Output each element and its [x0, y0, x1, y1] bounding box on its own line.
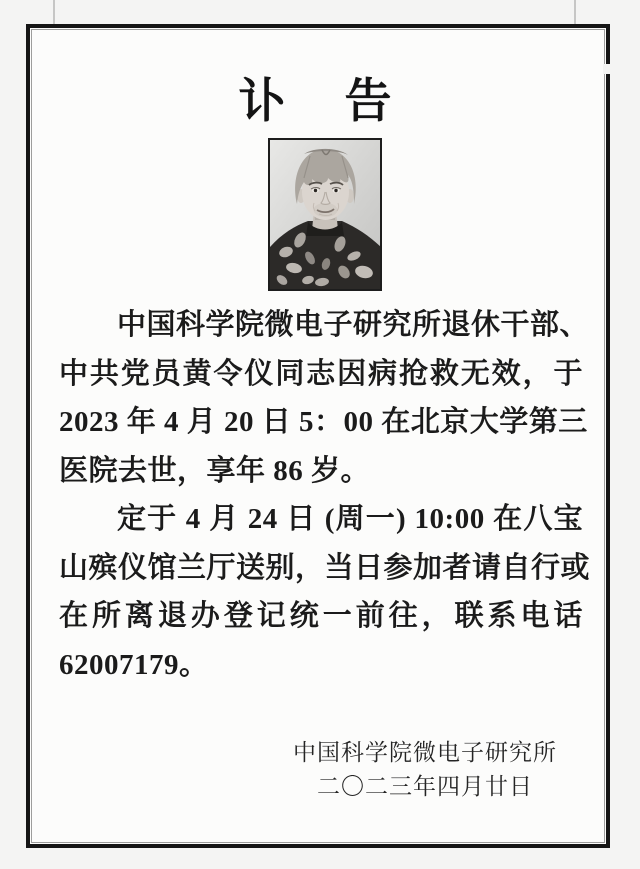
- paragraph2-line4: 62007179。: [59, 648, 209, 681]
- paragraph1-line1: 中国科学院微电子研究所退休干部、: [117, 309, 590, 341]
- paragraph2-line2: 山殡仪馆兰厅送别，当日参加者请自行或: [59, 551, 591, 584]
- portrait-photo: [268, 138, 382, 291]
- notice-title: 讣 告: [238, 76, 398, 128]
- paragraph1-line3: 2023 年 4 月 20 日 5：00 在北京大学第三: [59, 406, 588, 438]
- portrait-photo-graphic: [270, 140, 380, 289]
- hanging-mark-right: [574, 0, 576, 27]
- hanging-mark-left: [53, 0, 55, 25]
- signature-date: 二〇二三年四月廿日: [317, 774, 533, 799]
- paragraph1-line4: 医院去世，享年 86 岁。: [59, 454, 371, 487]
- signature-organization: 中国科学院微电子研究所: [293, 740, 557, 765]
- paragraph2-line3: 在所离退办登记统一前往，联系电话: [59, 600, 583, 632]
- paragraph1-line2: 中共党员黄令仪同志因病抢救无效，于: [59, 357, 583, 390]
- paragraph2-line1: 定于 4 月 24 日 (周一) 10:00 在八宝: [117, 503, 583, 535]
- notice-body: [59, 301, 591, 689]
- signature-block: [232, 736, 618, 804]
